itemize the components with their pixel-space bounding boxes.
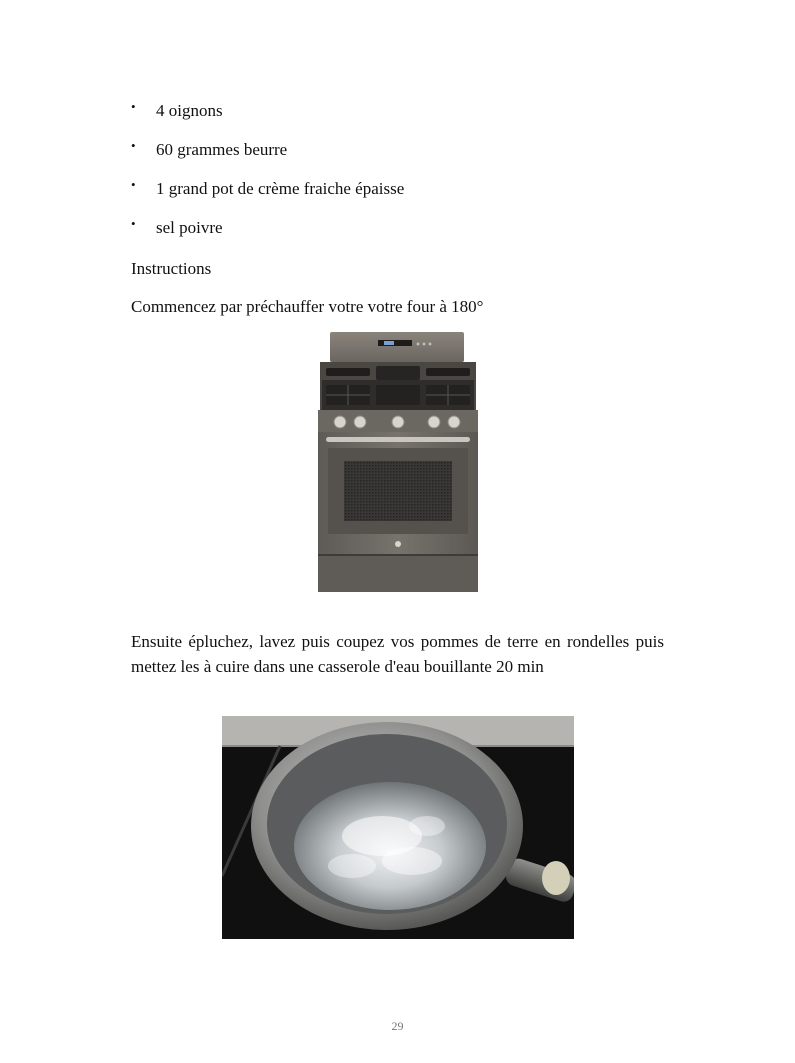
page-number: 29: [391, 1019, 404, 1033]
bullet-icon: •: [131, 177, 136, 192]
list-item: [131, 139, 671, 178]
ingredient-text: sel poivre: [156, 218, 223, 237]
list-item: [131, 100, 671, 139]
bullet-icon: •: [131, 138, 136, 153]
bullet-icon: •: [131, 216, 136, 231]
list-item: [131, 178, 671, 217]
list-item: [131, 217, 671, 256]
step-1-text: Commencez par préchauffer votre votre four à 180°: [131, 297, 484, 316]
oven-photo: [318, 330, 478, 592]
step-2-text: Ensuite épluchez, lavez puis coupez vos pommes de terre en rondelles puis mettez les à cuire dans une casserole d'eau bouillante 20 min: [131, 632, 664, 676]
ingredient-text: 1 grand pot de crème fraiche épaisse: [156, 179, 405, 198]
instructions-heading: Instructions: [131, 259, 212, 278]
boiling-pot-photo: [222, 716, 574, 939]
ingredient-list: [131, 100, 671, 256]
ingredient-text: 4 oignons: [156, 101, 223, 120]
bullet-icon: •: [131, 99, 136, 114]
ingredient-text: 60 grammes beurre: [156, 140, 288, 159]
